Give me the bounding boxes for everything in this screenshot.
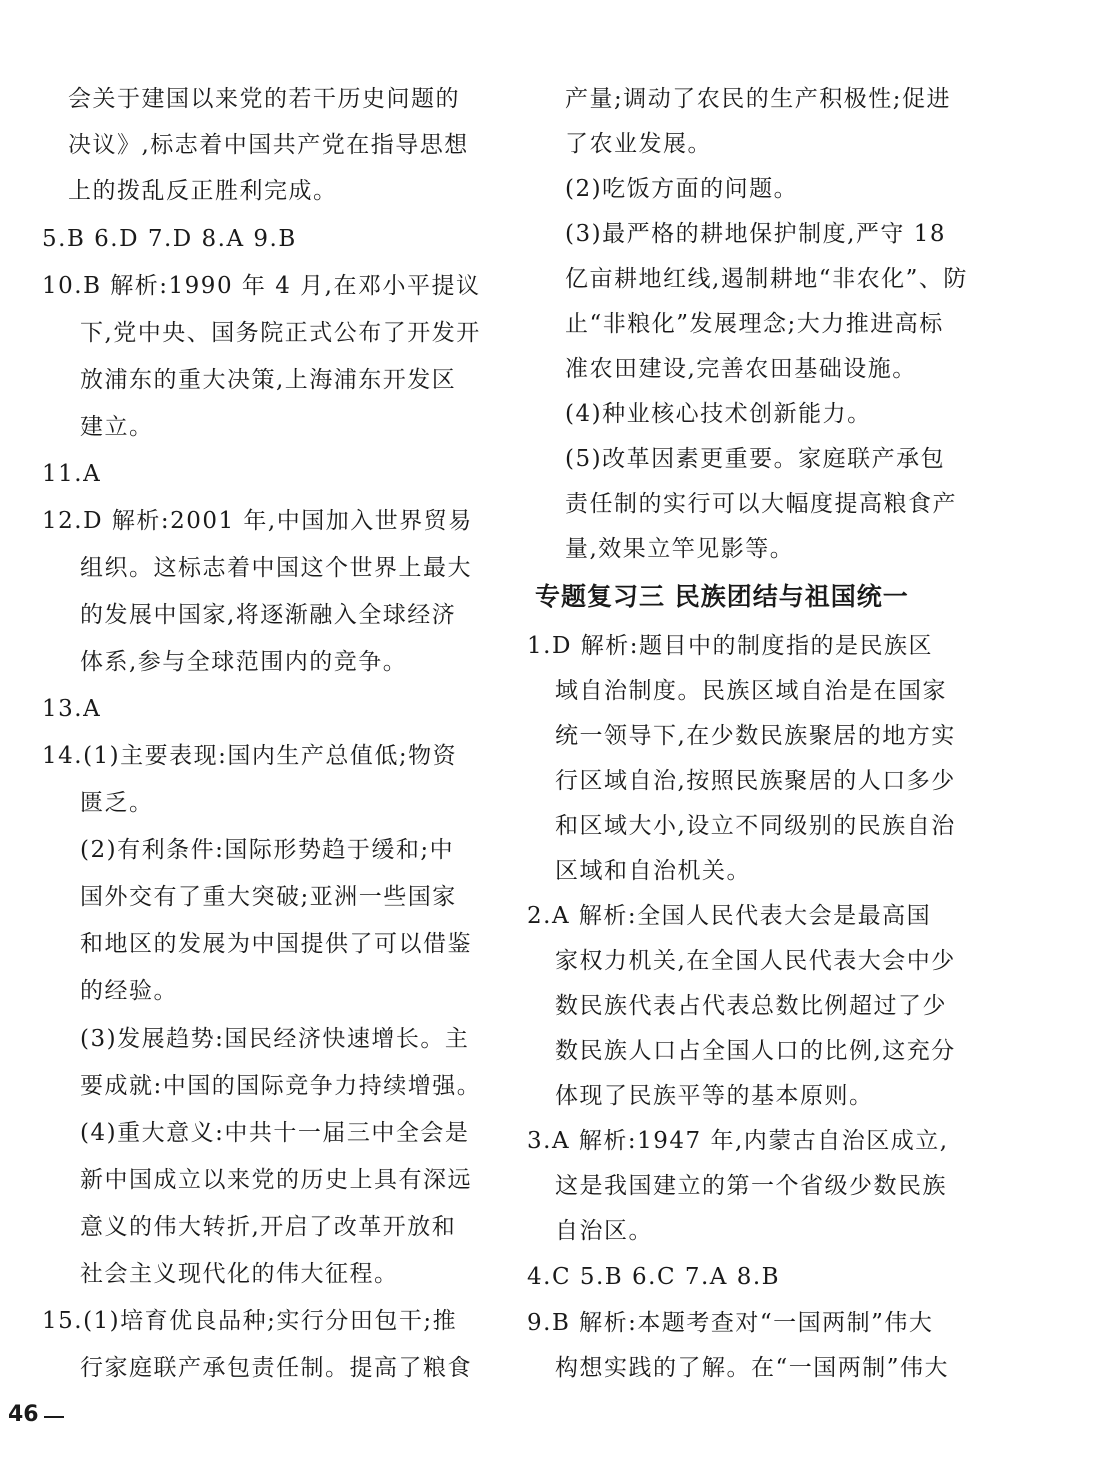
text-line: 行区域自治,按照民族聚居的人口多少 bbox=[555, 768, 956, 794]
text-line: 和区域大小,设立不同级别的民族自治 bbox=[555, 813, 956, 839]
text-line: 匮乏。 bbox=[80, 790, 154, 816]
text-line: (4)重大意义:中共十一届三中全会是 bbox=[80, 1120, 470, 1146]
text-line: 体系,参与全球范围内的竞争。 bbox=[80, 649, 408, 675]
text-line: 准农田建设,完善农田基础设施。 bbox=[565, 356, 917, 382]
text-line: 组织。这标志着中国这个世界上最大 bbox=[80, 555, 472, 581]
text-line: (2)有利条件:国际形势趋于缓和;中 bbox=[80, 837, 455, 863]
section-heading: 专题复习三 民族团结与祖国统一 bbox=[535, 582, 909, 611]
text-line: 区域和自治机关。 bbox=[555, 858, 751, 884]
text-line: 数民族人口占全国人口的比例,这充分 bbox=[555, 1038, 956, 1064]
answer-line: 11.A bbox=[42, 461, 102, 487]
text-line: 新中国成立以来党的历史上具有深远 bbox=[80, 1167, 472, 1193]
text-line: 意义的伟大转折,开启了改革开放和 bbox=[80, 1214, 457, 1240]
text-line: (3)最严格的耕地保护制度,严守 18 bbox=[565, 221, 946, 247]
text-line: 建立。 bbox=[80, 414, 154, 440]
text-line: 放浦东的重大决策,上海浦东开发区 bbox=[80, 367, 457, 393]
answer-line: 12.D 解析:2001 年,中国加入世界贸易 bbox=[42, 508, 473, 534]
text-line: 决议》,标志着中国共产党在指导思想 bbox=[68, 132, 469, 158]
text-line: 产量;调动了农民的生产积极性;促进 bbox=[565, 86, 951, 112]
text-line: 域自治制度。民族区域自治是在国家 bbox=[555, 678, 947, 704]
answer-line: 15.(1)培育优良品种;实行分田包干;推 bbox=[42, 1308, 458, 1334]
text-line: 的经验。 bbox=[80, 978, 178, 1004]
text-line: 责任制的实行可以大幅度提高粮食产 bbox=[565, 491, 957, 517]
text-line: 国外交有了重大突破;亚洲一些国家 bbox=[80, 884, 457, 910]
text-line: 要成就:中国的国际竞争力持续增强。 bbox=[80, 1073, 482, 1099]
text-line: 会关于建国以来党的若干历史问题的 bbox=[68, 86, 460, 112]
text-line: (4)种业核心技术创新能力。 bbox=[565, 401, 872, 427]
text-line: 止“非粮化”发展理念;大力推进高标 bbox=[565, 311, 944, 337]
text-line: 家权力机关,在全国人民代表大会中少 bbox=[555, 948, 956, 974]
text-line: 上的拨乱反正胜利完成。 bbox=[68, 178, 338, 204]
answer-line: 2.A 解析:全国人民代表大会是最高国 bbox=[527, 903, 932, 929]
page-number-dash bbox=[44, 1416, 64, 1418]
text-line: 下,党中央、国务院正式公布了开发开 bbox=[80, 320, 481, 346]
answer-line: 4.C 5.B 6.C 7.A 8.B bbox=[527, 1264, 781, 1290]
page-number: 46 bbox=[8, 1402, 39, 1427]
answer-line: 1.D 解析:题目中的制度指的是民族区 bbox=[527, 633, 933, 659]
text-line: 了农业发展。 bbox=[565, 131, 712, 157]
text-line: 和地区的发展为中国提供了可以借鉴 bbox=[80, 931, 472, 957]
text-line: 体现了民族平等的基本原则。 bbox=[555, 1083, 874, 1109]
text-line: 量,效果立竿见影等。 bbox=[565, 536, 795, 562]
answer-line: 9.B 解析:本题考查对“一国两制”伟大 bbox=[527, 1310, 934, 1336]
answer-line: 14.(1)主要表现:国内生产总值低;物资 bbox=[42, 743, 458, 769]
text-line: 社会主义现代化的伟大征程。 bbox=[80, 1261, 399, 1287]
text-line: 统一领导下,在少数民族聚居的地方实 bbox=[555, 723, 956, 749]
text-line: (2)吃饭方面的问题。 bbox=[565, 176, 799, 202]
text-line: 这是我国建立的第一个省级少数民族 bbox=[555, 1173, 947, 1199]
answer-line: 3.A 解析:1947 年,内蒙古自治区成立, bbox=[527, 1128, 949, 1154]
text-line: (5)改革因素更重要。家庭联产承包 bbox=[565, 446, 946, 472]
answer-line: 10.B 解析:1990 年 4 月,在邓小平提议 bbox=[42, 273, 481, 299]
text-line: 亿亩耕地红线,遏制耕地“非农化”、防 bbox=[565, 266, 968, 292]
text-line: 自治区。 bbox=[555, 1218, 653, 1244]
answer-line: 13.A bbox=[42, 696, 102, 722]
answer-line: 5.B 6.D 7.D 8.A 9.B bbox=[42, 226, 297, 252]
text-line: (3)发展趋势:国民经济快速增长。主 bbox=[80, 1026, 470, 1052]
text-line: 行家庭联产承包责任制。提高了粮食 bbox=[80, 1355, 472, 1381]
text-line: 数民族代表占代表总数比例超过了少 bbox=[555, 993, 947, 1019]
text-line: 构想实践的了解。在“一国两制”伟大 bbox=[555, 1355, 950, 1381]
text-line: 的发展中国家,将逐渐融入全球经济 bbox=[80, 602, 457, 628]
